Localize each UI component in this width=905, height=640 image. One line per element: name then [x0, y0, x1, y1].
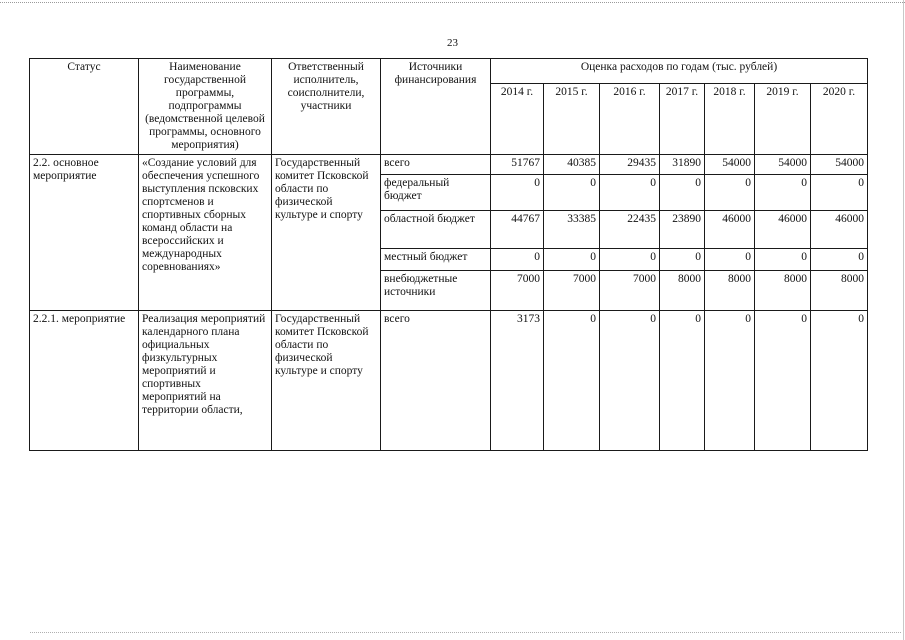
table-row	[30, 311, 868, 451]
value-cell: 23890	[660, 211, 705, 249]
value-cell: 46000	[755, 211, 811, 249]
value-cell: 40385	[544, 155, 600, 175]
scan-edge-top	[0, 2, 905, 3]
header-year: 2016 г.	[600, 83, 660, 154]
responsible-cell: Государственный комитет Псковской области по физической культуре и спорту	[272, 311, 381, 451]
value-cell: 0	[811, 175, 868, 211]
value-cell: 51767	[491, 155, 544, 175]
scan-edge-right	[903, 0, 904, 640]
value-cell: 44767	[491, 211, 544, 249]
header-year: 2020 г.	[811, 83, 868, 154]
responsible-cell: Государственный комитет Псковской области по физической культуре и спорту	[272, 155, 381, 311]
value-cell: 8000	[705, 271, 755, 311]
value-cell: 0	[491, 175, 544, 211]
source-cell: местный бюджет	[381, 249, 491, 271]
source-cell: областной бюджет	[381, 211, 491, 249]
header-estimate: Оценка расходов по годам (тыс. рублей)	[491, 59, 868, 84]
value-cell: 54000	[811, 155, 868, 175]
value-cell: 54000	[705, 155, 755, 175]
value-cell: 0	[705, 311, 755, 451]
value-cell: 0	[755, 311, 811, 451]
value-cell: 0	[705, 175, 755, 211]
value-cell: 8000	[660, 271, 705, 311]
program-name-cell: Реализация мероприятий календарного плана официальных физкультурных мероприятий и спортивных мероприятий на территории области,	[139, 311, 272, 451]
value-cell: 8000	[755, 271, 811, 311]
source-cell: всего	[381, 155, 491, 175]
header-sources: Источники финансирования	[381, 59, 491, 155]
program-name-cell: «Создание условий для обеспечения успешного выступления псковских спортсменов и спортивных сборных команд области на всероссийских и международных соревнованиях»	[139, 155, 272, 311]
value-cell: 7000	[600, 271, 660, 311]
value-cell: 0	[811, 249, 868, 271]
value-cell: 0	[544, 311, 600, 451]
value-cell: 0	[491, 249, 544, 271]
header-year: 2015 г.	[544, 83, 600, 154]
header-program-name: Наименование государственной программы, подпрограммы (ведомственной целевой программы, основного мероприятия)	[139, 59, 272, 155]
value-cell: 31890	[660, 155, 705, 175]
header-year: 2017 г.	[660, 83, 705, 154]
status-cell: 2.2. основное мероприятие	[30, 155, 139, 311]
value-cell: 29435	[600, 155, 660, 175]
value-cell: 54000	[755, 155, 811, 175]
value-cell: 0	[544, 249, 600, 271]
value-cell: 0	[660, 249, 705, 271]
scan-edge-bottom	[30, 632, 901, 633]
header-year: 2018 г.	[705, 83, 755, 154]
header-row	[30, 59, 868, 84]
value-cell: 0	[660, 311, 705, 451]
status-cell: 2.2.1. мероприятие	[30, 311, 139, 451]
source-cell: внебюджетные источники	[381, 271, 491, 311]
value-cell: 0	[544, 175, 600, 211]
value-cell: 7000	[544, 271, 600, 311]
value-cell: 0	[811, 311, 868, 451]
value-cell: 0	[660, 175, 705, 211]
header-year: 2019 г.	[755, 83, 811, 154]
value-cell: 33385	[544, 211, 600, 249]
value-cell: 0	[705, 249, 755, 271]
header-status: Статус	[30, 59, 139, 155]
value-cell: 7000	[491, 271, 544, 311]
page-number: 23	[447, 37, 458, 49]
value-cell: 3173	[491, 311, 544, 451]
value-cell: 8000	[811, 271, 868, 311]
value-cell: 46000	[705, 211, 755, 249]
table-row	[30, 155, 868, 175]
source-cell: федеральный бюджет	[381, 175, 491, 211]
header-year: 2014 г.	[491, 83, 544, 154]
value-cell: 0	[600, 175, 660, 211]
source-cell: всего	[381, 311, 491, 451]
header-responsible: Ответственный исполнитель, соисполнители, участники	[272, 59, 381, 155]
value-cell: 22435	[600, 211, 660, 249]
value-cell: 46000	[811, 211, 868, 249]
value-cell: 0	[600, 311, 660, 451]
budget-table	[29, 58, 868, 451]
value-cell: 0	[755, 249, 811, 271]
value-cell: 0	[755, 175, 811, 211]
value-cell: 0	[600, 249, 660, 271]
